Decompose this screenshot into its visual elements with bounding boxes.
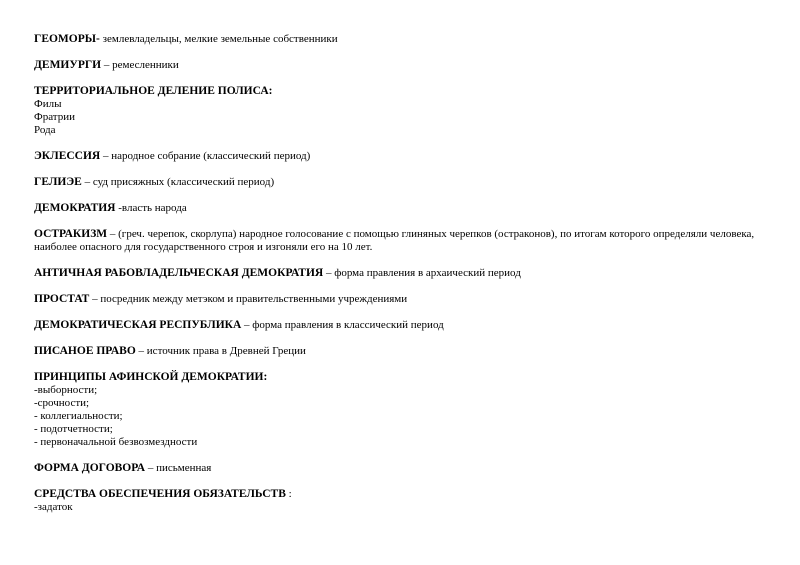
term: ГЕЛИЭЕ — [34, 176, 82, 188]
definition: – источник права в Древней Греции — [135, 345, 306, 357]
entry-gelieye — [34, 176, 774, 189]
list-item: - первоначальной безвозмездности — [34, 436, 198, 448]
term: ДЕМИУРГИ — [34, 59, 102, 71]
entry-prostat — [34, 293, 774, 306]
definition: -власть народа — [115, 202, 187, 214]
definition: – форма правления в классический период — [241, 319, 444, 331]
term: ОСТРАКИЗМ — [34, 228, 108, 240]
entry-written-law — [34, 345, 774, 358]
term: ФОРМА ДОГОВОРА — [34, 462, 146, 474]
entry-geomory — [34, 33, 774, 46]
definition: землевладельцы, мелкие земельные собственники — [99, 33, 338, 45]
term: ДЕМОКРАТИЯ — [34, 202, 116, 214]
term: СРЕДСТВА ОБЕСПЕЧЕНИЯ ОБЯЗАТЕЛЬСТВ — [34, 488, 286, 500]
list-item: - подотчетности; — [34, 423, 113, 435]
entry-principles — [34, 371, 774, 449]
term: ПИСАНОЕ ПРАВО — [34, 345, 136, 357]
term: ДЕМОКРАТИЧЕСКАЯ РЕСПУБЛИКА — [34, 319, 242, 331]
list-item: - коллегиальности; — [34, 410, 123, 422]
entry-contract-form — [34, 462, 774, 475]
definition: : — [285, 488, 292, 500]
entry-territorial-division — [34, 85, 774, 137]
term: ПРИНЦИПЫ АФИНСКОЙ ДЕМОКРАТИИ: — [34, 371, 268, 383]
term: ГЕОМОРЫ- — [34, 33, 100, 45]
definition: – народное собрание (классический период) — [100, 150, 311, 162]
list-item: -задаток — [34, 501, 73, 513]
document-page — [34, 33, 774, 527]
definition: – письменная — [145, 462, 212, 474]
list-item: Фратрии — [34, 111, 76, 123]
list-item: Филы — [34, 98, 62, 110]
term: ЭКЛЕССИЯ — [34, 150, 101, 162]
list-item: Рода — [34, 124, 56, 136]
definition: – (греч. черепок, скорлупа) народное голосование с помощью глиняных черепков (остраконов), по итогам которого определяли человека, наиболее опасного для государственного строя и изгоняли его на 10 лет. — [34, 228, 755, 253]
entry-obligation-security — [34, 488, 774, 514]
definition: – ремесленники — [101, 59, 179, 71]
definition: – форма правления в архаический период — [323, 267, 521, 279]
entry-demokratiya — [34, 202, 774, 215]
list-item: -срочности; — [34, 397, 90, 409]
term: АНТИЧНАЯ РАБОВЛАДЕЛЬЧЕСКАЯ ДЕМОКРАТИЯ — [34, 267, 324, 279]
entry-ostrakizm — [34, 228, 774, 254]
entry-antique-democracy — [34, 267, 774, 280]
term: ПРОСТАТ — [34, 293, 90, 305]
list-item: -выборности; — [34, 384, 98, 396]
entry-demiurgi — [34, 59, 774, 72]
term: ТЕРРИТОРИАЛЬНОЕ ДЕЛЕНИЕ ПОЛИСА: — [34, 85, 273, 97]
definition: – посредник между метэком и правительственными учреждениями — [89, 293, 408, 305]
entry-eklessiya — [34, 150, 774, 163]
entry-democratic-republic — [34, 319, 774, 332]
definition: – суд присяжных (классический период) — [81, 176, 275, 188]
